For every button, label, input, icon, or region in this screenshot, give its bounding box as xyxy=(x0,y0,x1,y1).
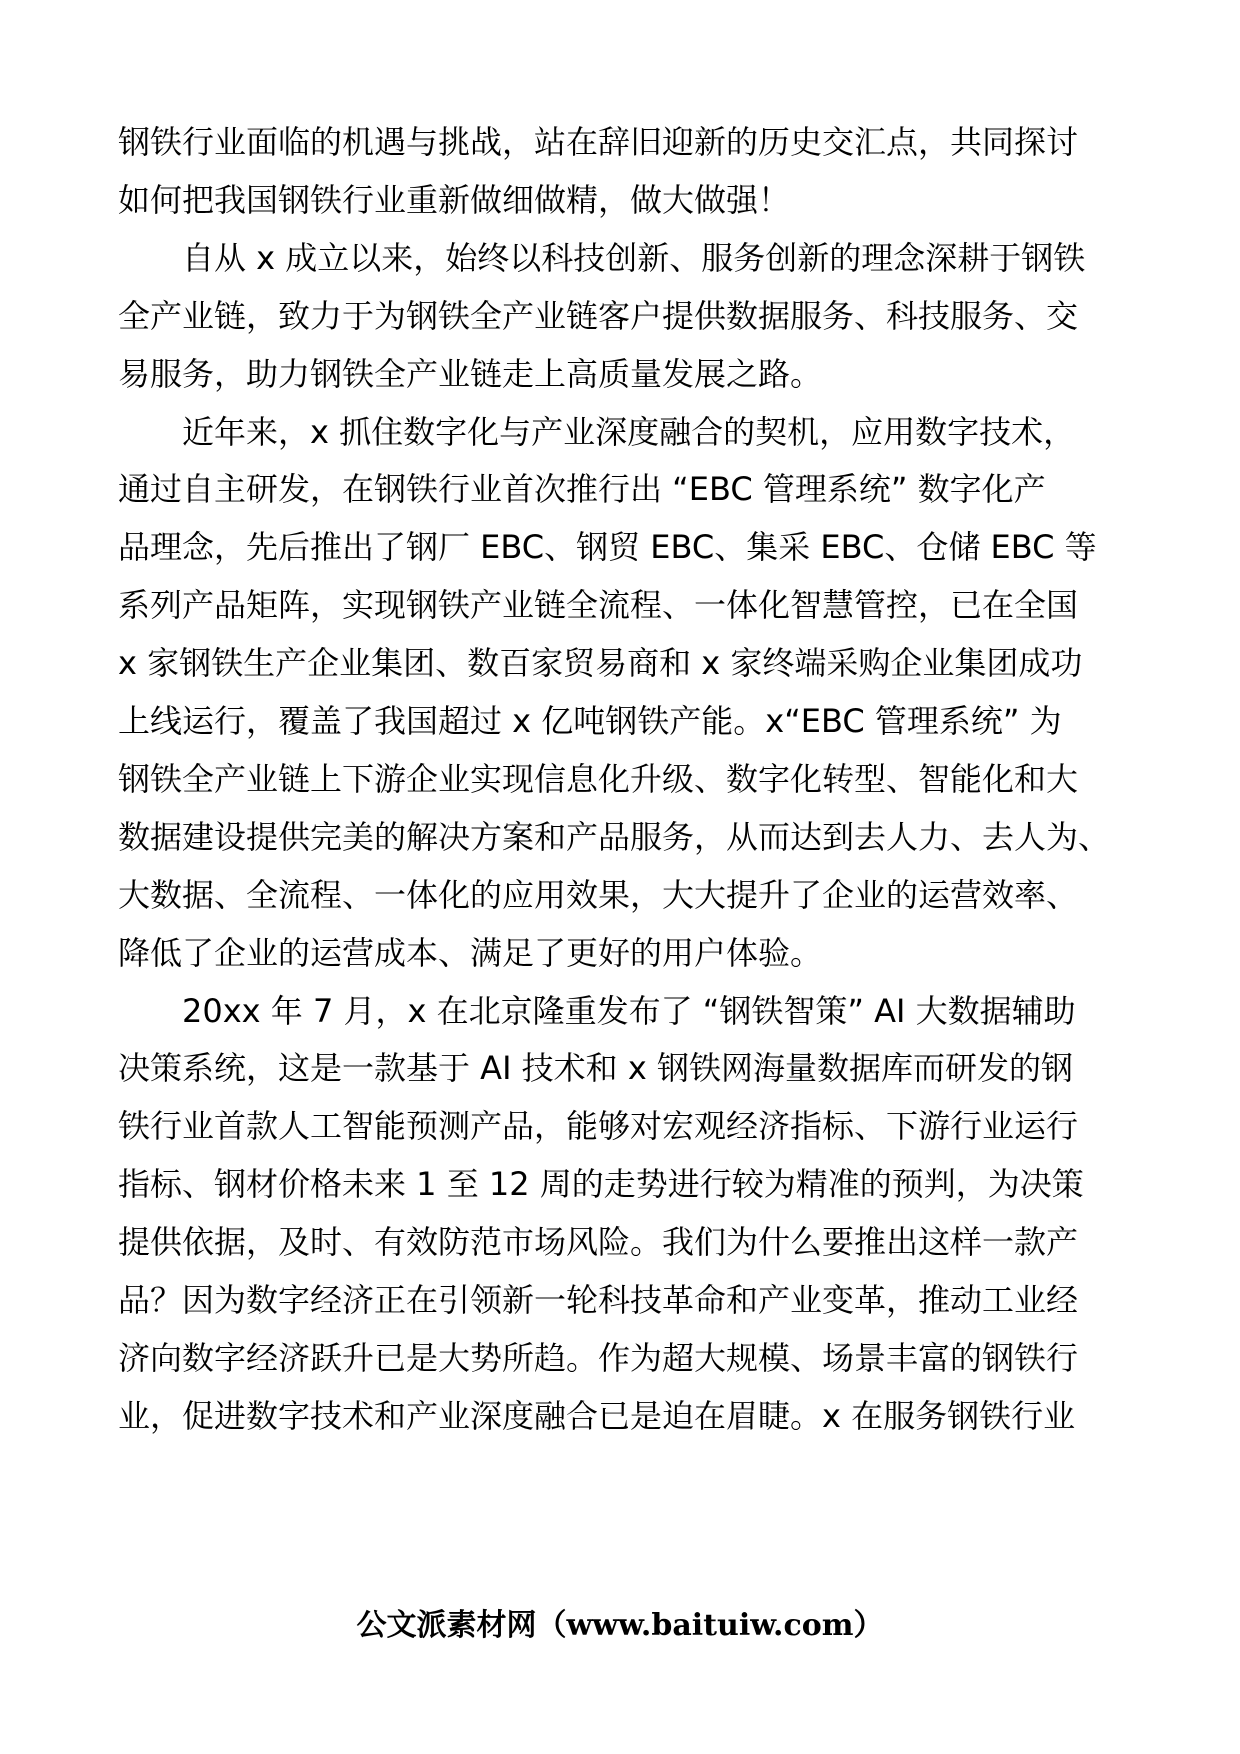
text-line: 品理念，先后推出了钢厂 EBC、钢贸 EBC、集采 EBC、仓储 EBC 等 xyxy=(118,528,1097,566)
text-line: 如何把我国钢铁行业重新做细做精，做大做强！ xyxy=(118,181,791,219)
text-line: 钢铁全产业链上下游企业实现信息化升级、数字化转型、智能化和大 xyxy=(118,760,1079,798)
text-line: 钢铁行业面临的机遇与挑战，站在辞旧迎新的历史交汇点，共同探讨 xyxy=(118,123,1079,161)
text-line: 品？因为数字经济正在引领新一轮科技革命和产业变革，推动工业经 xyxy=(118,1281,1079,1319)
text-line: 自从 x 成立以来，始终以科技创新、服务创新的理念深耕于钢铁 xyxy=(118,239,1086,277)
text-line: 提供依据，及时、有效防范市场风险。我们为什么要推出这样一款产 xyxy=(118,1223,1079,1261)
footer-watermark: 公文派素材网（www.baituiw.com） xyxy=(356,1608,884,1643)
text-line: 降低了企业的运营成本、满足了更好的用户体验。 xyxy=(118,934,823,972)
text-line: 近年来，x 抓住数字化与产业深度融合的契机，应用数字技术， xyxy=(118,413,1076,451)
text-line: 全产业链，致力于为钢铁全产业链客户提供数据服务、科技服务、交 xyxy=(118,297,1079,335)
text-line: 铁行业首款人工智能预测产品，能够对宏观经济指标、下游行业运行 xyxy=(118,1107,1079,1145)
text-line: 20xx 年 7 月，x 在北京隆重发布了 “钢铁智策” AI 大数据辅助 xyxy=(118,992,1076,1030)
text-line: 数据建设提供完美的解决方案和产品服务，从而达到去人力、去人为、 xyxy=(118,818,1111,856)
text-line: 业，促进数字技术和产业深度融合已是迫在眉睫。x 在服务钢铁行业 xyxy=(118,1397,1076,1435)
text-line: 大数据、全流程、一体化的应用效果，大大提升了企业的运营效率、 xyxy=(118,876,1079,914)
text-line: 决策系统，这是一款基于 AI 技术和 x 钢铁网海量数据库而研发的钢 xyxy=(118,1049,1073,1087)
text-line: 易服务，助力钢铁全产业链走上高质量发展之路。 xyxy=(118,355,823,393)
text-line: 济向数字经济跃升已是大势所趋。作为超大规模、场景丰富的钢铁行 xyxy=(118,1339,1079,1377)
text-line: 系列产品矩阵，实现钢铁产业链全流程、一体化智慧管控，已在全国 xyxy=(118,586,1079,624)
text-line: x 家钢铁生产企业集团、数百家贸易商和 x 家终端采购企业集团成功 xyxy=(118,644,1083,682)
text-line: 指标、钢材价格未来 1 至 12 周的走势进行较为精准的预判，为决策 xyxy=(118,1165,1084,1203)
text-line: 通过自主研发，在钢铁行业首次推行出 “EBC 管理系统” 数字化产 xyxy=(118,470,1046,508)
text-line: 上线运行，覆盖了我国超过 x 亿吨钢铁产能。x“EBC 管理系统” 为 xyxy=(118,702,1062,740)
